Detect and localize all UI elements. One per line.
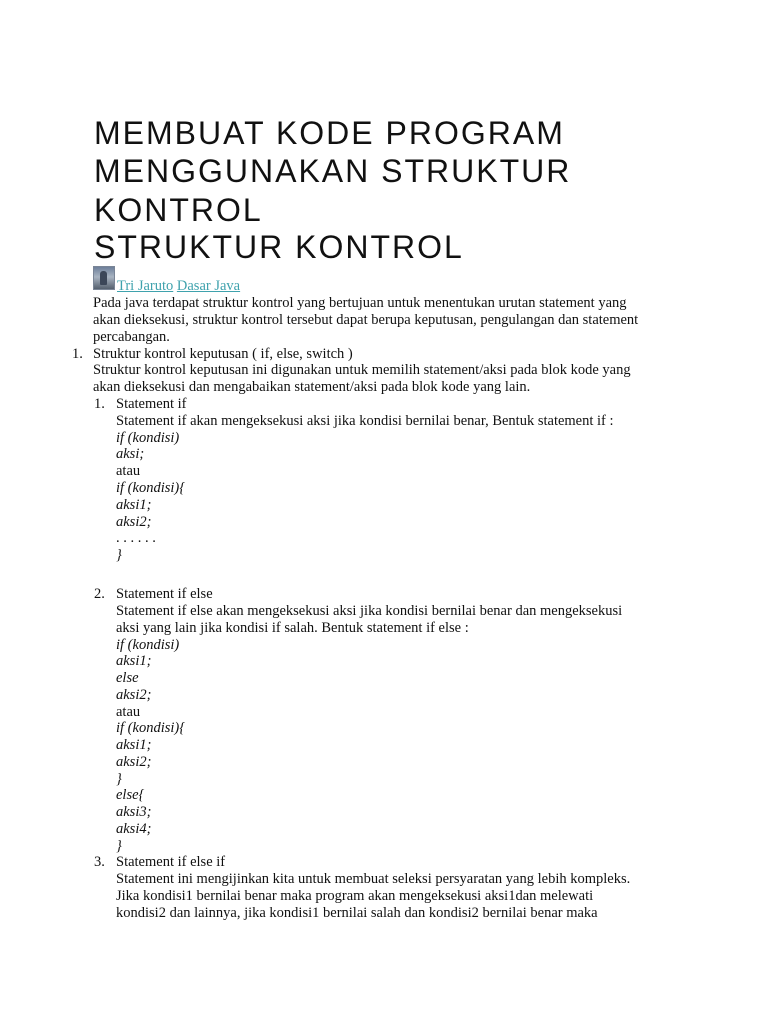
code-line: if (kondisi){ [116,480,186,496]
page-title-line-3: KONTROL [94,192,263,228]
author-link[interactable]: Tri Jaruto [117,278,174,294]
code-line: aksi2; [116,754,152,770]
list-item-desc: Statement if akan mengeksekusi aksi jika kondisi bernilai benar, Bentuk statement if : [116,413,614,429]
code-line: else [116,670,139,686]
intro-line-3: percabangan. [93,329,170,345]
intro-line-1: Pada java terdapat struktur kontrol yang bertujuan untuk menentukan urutan statement yang [93,295,627,311]
code-line: } [116,771,122,787]
avatar-figure [100,271,107,285]
category-link[interactable]: Dasar Java [176,278,241,294]
section-heading: Struktur kontrol keputusan ( if, else, switch ) [93,346,353,362]
code-line: aksi1; [116,737,152,753]
list-item-desc: kondisi2 dan lainnya, jika kondisi1 bernilai salah dan kondisi2 bernilai benar maka [116,905,598,921]
intro-line-2: akan dieksekusi, struktur kontrol tersebut dapat berupa keputusan, pengulangan dan statement [93,312,639,328]
page-title-line-2: MENGGUNAKAN STRUKTUR [94,153,572,189]
code-line: aksi2; [116,514,152,530]
code-line: aksi3; [116,804,152,820]
code-line: if (kondisi){ [116,720,186,736]
author-avatar[interactable] [93,266,115,290]
section-desc-line-1: Struktur kontrol keputusan ini digunakan untuk memilih statement/aksi pada blok kode yang [93,362,631,378]
code-line: atau [116,704,141,720]
code-line: } [116,547,122,563]
code-line: aksi2; [116,687,152,703]
list-item-heading: Statement if else [116,586,213,602]
code-line: if (kondisi) [116,430,180,446]
list-item-heading: Statement if else if [116,854,226,870]
meta-row [117,278,240,295]
list-item-desc: Jika kondisi1 bernilai benar maka program akan mengeksekusi aksi1dan melewati [116,888,594,904]
code-line: aksi4; [116,821,152,837]
code-line: aksi1; [116,653,152,669]
code-line: aksi; [116,446,145,462]
list-item-desc: Statement if else akan mengeksekusi aksi jika kondisi bernilai benar dan mengeksekusi [116,603,623,619]
list-item-number: 2. [94,586,105,602]
list-item-heading: Statement if [116,396,187,412]
section-desc-line-2: akan dieksekusi dan mengabaikan statement/aksi pada blok kode yang lain. [93,379,531,395]
code-line: atau [116,463,141,479]
page-title-line-1: MEMBUAT KODE PROGRAM [94,115,565,151]
code-line: if (kondisi) [116,637,180,653]
page-subtitle: STRUKTUR KONTROL [94,229,464,265]
list-item-desc: aksi yang lain jika kondisi if salah. Bentuk statement if else : [116,620,469,636]
section-number: 1. [72,346,83,362]
code-line: . . . . . . [116,530,156,546]
code-line: else{ [116,787,145,803]
code-line: aksi1; [116,497,152,513]
code-line: } [116,838,122,854]
list-item-number: 1. [94,396,105,412]
list-item-number: 3. [94,854,105,870]
list-item-desc: Statement ini mengijinkan kita untuk membuat seleksi persyaratan yang lebih kompleks. [116,871,631,887]
